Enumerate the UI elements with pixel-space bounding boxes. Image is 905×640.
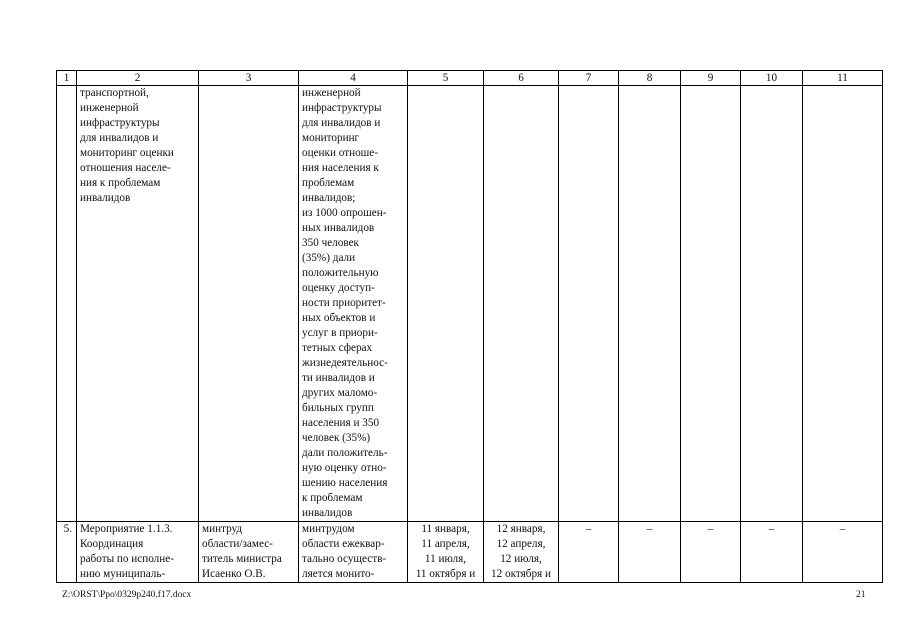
cell-line: инфраструктуры [302, 102, 382, 114]
empty-cell [681, 86, 741, 522]
cell-line: мониторинг [302, 132, 360, 144]
cell-line: Исаенко О.В. [202, 568, 266, 580]
cell-line: транспортной, [80, 87, 149, 99]
cell-line: 12 апреля, [496, 538, 546, 550]
event-name-cell [77, 522, 199, 583]
row-number-cell: 5. [57, 522, 77, 583]
cell-line: тально осуществ- [302, 553, 387, 565]
cell-line: ную оценку отно- [302, 462, 387, 474]
cell-line: населения и 350 [302, 417, 380, 429]
cell-line: для инвалидов и [80, 132, 159, 144]
cell-line: 350 человек [302, 237, 359, 249]
empty-cell [484, 86, 559, 522]
header-cell: 10 [741, 71, 803, 86]
cell-line: ных инвалидов [302, 222, 375, 234]
dash-cell: – [741, 522, 803, 583]
empty-cell [803, 86, 883, 522]
cell-line: нию муниципаль- [80, 568, 166, 580]
cell-line: Мероприятие 1.1.3. [80, 523, 173, 535]
cell-line: области/замес- [202, 538, 273, 550]
cell-line: услуг в приори- [302, 327, 378, 339]
cell-line: минтрудом [302, 523, 355, 535]
cell-line: проблемам [302, 177, 355, 189]
cell-line: 12 июля, [500, 553, 542, 565]
cell-line: ния к проблемам [80, 177, 161, 189]
end-date-cell [484, 522, 559, 583]
cell-line: области ежеквар- [302, 538, 385, 550]
cell-line: положительную [302, 267, 379, 279]
cell-line: ти инвалидов и [302, 372, 375, 384]
cell-line: бильных групп [302, 402, 374, 414]
cell-line: инвалидов [302, 507, 353, 519]
header-cell: 1 [57, 71, 77, 86]
header-cell: 8 [619, 71, 681, 86]
header-cell: 4 [299, 71, 408, 86]
cell-line: 11 октября и [415, 568, 476, 580]
cell-line: отношения населе- [80, 162, 171, 174]
cell-line: других маломо- [302, 387, 378, 399]
cell-line: шению населения [302, 477, 388, 489]
page-number: 21 [856, 590, 866, 600]
dash-cell: – [559, 522, 619, 583]
cell-line: оценку доступ- [302, 282, 375, 294]
row-number-cell [57, 86, 77, 522]
event-name-cell [77, 86, 199, 522]
empty-cell [559, 86, 619, 522]
cell-line: инвалидов; [302, 192, 356, 204]
table-row-continued [57, 86, 883, 522]
result-cell [299, 522, 408, 583]
cell-line: 12 января, [496, 523, 546, 535]
cell-line: инженерной [80, 102, 139, 114]
cell-line: человек (35%) [302, 432, 371, 444]
cell-line: минтруд [202, 523, 243, 535]
cell-line: 11 января, [421, 523, 470, 535]
cell-line: инфраструктуры [80, 117, 160, 129]
cell-line: ных объектов и [302, 312, 376, 324]
cell-line: ности приоритет- [302, 297, 386, 309]
cell-line: ляется монито- [302, 568, 375, 580]
data-table [56, 70, 883, 583]
empty-cell [408, 86, 484, 522]
start-date-cell [408, 522, 484, 583]
file-path: Z:\ORST\Ppo\0329p240.f17.docx [62, 590, 192, 600]
cell-line: жизнедеятельнос- [302, 357, 388, 369]
header-cell: 6 [484, 71, 559, 86]
cell-line: 11 апреля, [421, 538, 470, 550]
dash-cell: – [681, 522, 741, 583]
header-cell: 9 [681, 71, 741, 86]
responsible-cell [199, 522, 299, 583]
header-cell: 7 [559, 71, 619, 86]
empty-cell [619, 86, 681, 522]
cell-line: из 1000 опрошен- [302, 207, 387, 219]
cell-line: работы по исполне- [80, 553, 174, 565]
cell-line: инженерной [302, 87, 361, 99]
cell-line: инвалидов [80, 192, 131, 204]
result-cell [299, 86, 408, 522]
dash-cell: – [619, 522, 681, 583]
cell-line: Координация [80, 538, 144, 550]
cell-line: оценки отноше- [302, 147, 378, 159]
dash-cell: – [803, 522, 883, 583]
header-cell: 3 [199, 71, 299, 86]
cell-line: 12 октября и [491, 568, 551, 580]
cell-line: к проблемам [302, 492, 363, 504]
cell-line: мониторинг оценки [80, 147, 174, 159]
responsible-cell [199, 86, 299, 522]
cell-line: титель министра [202, 553, 282, 565]
cell-line: ния населения к [302, 162, 379, 174]
header-cell: 5 [408, 71, 484, 86]
column-number-row [57, 71, 883, 86]
empty-cell [741, 86, 803, 522]
cell-line: (35%) дали [302, 252, 356, 264]
header-cell: 11 [803, 71, 883, 86]
header-cell: 2 [77, 71, 199, 86]
cell-line: дали положитель- [302, 447, 388, 459]
cell-line: для инвалидов и [302, 117, 381, 129]
cell-line: 11 июля, [424, 553, 467, 565]
cell-line: тетных сферах [302, 342, 373, 354]
table-row-5 [57, 522, 883, 583]
